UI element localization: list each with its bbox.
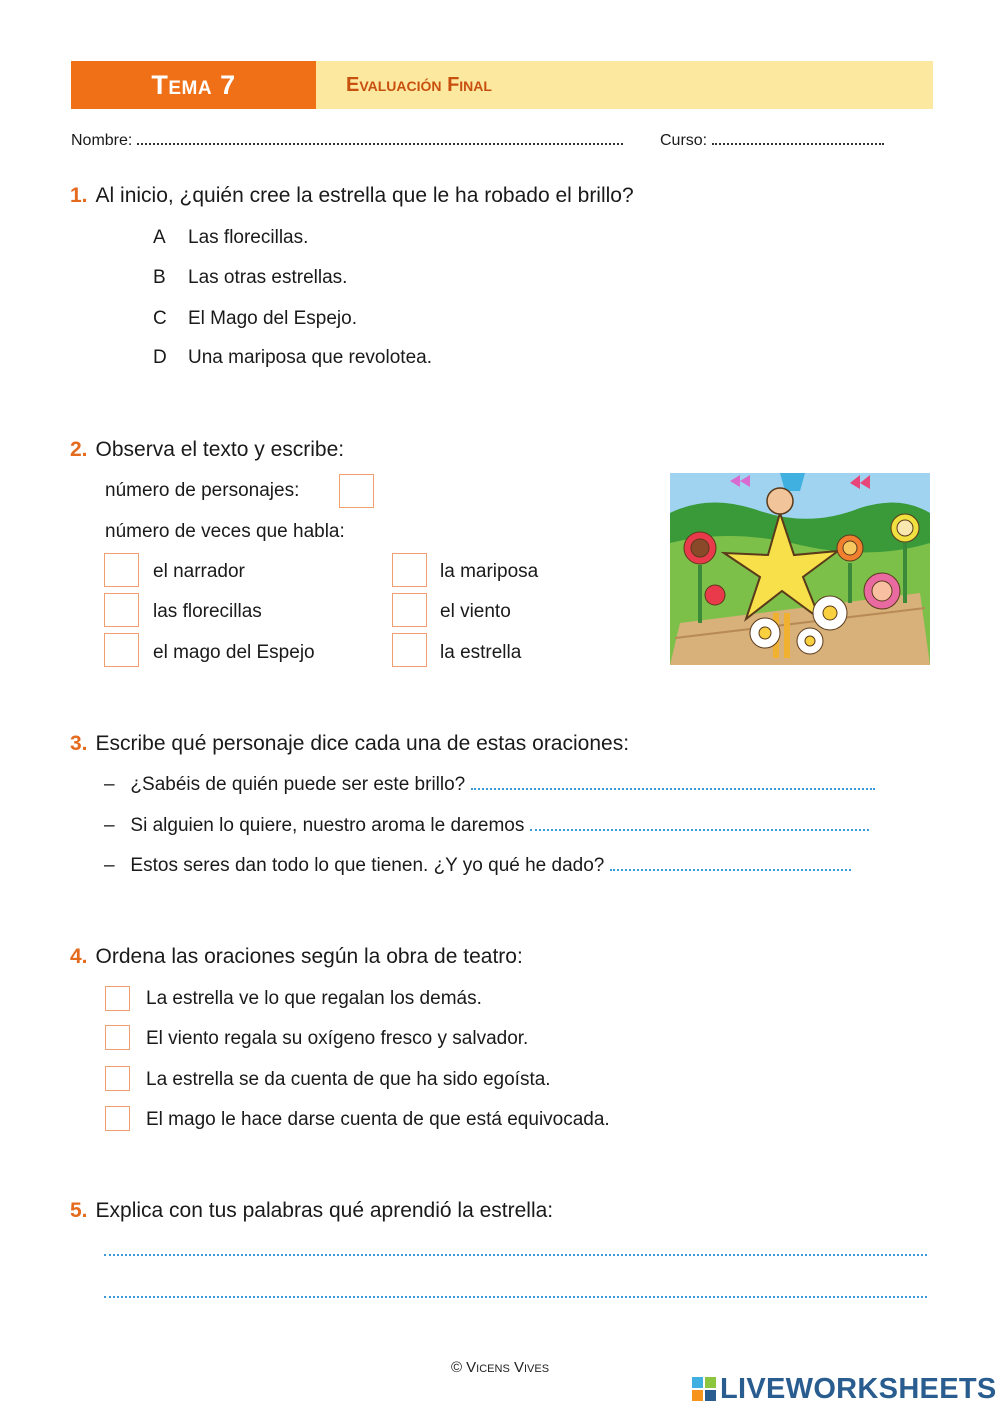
nombre-label: Nombre:	[71, 132, 133, 149]
curso-dots[interactable]	[712, 131, 884, 145]
option-text: El Mago del Espejo.	[188, 308, 357, 329]
dash: –	[104, 774, 115, 795]
liveworksheets-wordmark: LIVEWORKSHEETS	[720, 1372, 997, 1405]
question-text: Observa el texto y escribe:	[95, 438, 345, 461]
copyright: © Vicens Vives	[450, 1359, 550, 1376]
option-letter: B	[153, 267, 166, 288]
viento-input[interactable]	[392, 593, 427, 627]
option-text: Una mariposa que revolotea.	[188, 347, 432, 368]
header-banner	[71, 61, 933, 109]
q1-option-a[interactable]	[153, 227, 308, 249]
question-1	[70, 184, 634, 208]
veces-label: número de veces que habla:	[105, 521, 345, 542]
question-text: Escribe qué personaje dice cada una de estas oraciones:	[95, 732, 630, 755]
question-2	[70, 438, 344, 462]
question-number: 5.	[70, 1199, 88, 1222]
sentence-text: Estos seres dan todo lo que tienen. ¿Y yo qué he dado?	[130, 855, 605, 876]
q1-option-c[interactable]	[153, 308, 357, 330]
option-letter: C	[153, 308, 167, 329]
evaluation-title: Evaluación Final	[346, 74, 492, 96]
mariposa-input[interactable]	[392, 553, 427, 587]
mago-label: el mago del Espejo	[153, 642, 315, 663]
florecillas-label: las florecillas	[153, 601, 262, 622]
question-3	[70, 732, 629, 756]
dash: –	[104, 815, 115, 836]
dash: –	[104, 855, 115, 876]
order-item-2: El viento regala su oxígeno fresco y salvador.	[146, 1028, 529, 1049]
liveworksheets-logo-icon	[692, 1377, 716, 1401]
q3-sentence-2	[104, 815, 869, 837]
nombre-field	[71, 131, 623, 150]
question-number: 2.	[70, 438, 88, 461]
answer-dots[interactable]	[530, 815, 869, 831]
order-input-4[interactable]	[105, 1106, 130, 1131]
question-text: Ordena las oraciones según la obra de teatro:	[95, 945, 523, 968]
personajes-input[interactable]	[339, 474, 374, 508]
option-text: Las otras estrellas.	[188, 267, 348, 288]
answer-dots[interactable]	[610, 855, 851, 871]
q1-option-b[interactable]	[153, 267, 347, 289]
order-input-1[interactable]	[105, 986, 130, 1011]
estrella-label: la estrella	[440, 642, 522, 663]
curso-field	[660, 131, 884, 150]
q3-sentence-3	[104, 855, 851, 877]
answer-line-1[interactable]	[104, 1254, 927, 1256]
question-number: 3.	[70, 732, 88, 755]
florecillas-input[interactable]	[104, 593, 139, 627]
narrador-input[interactable]	[104, 553, 139, 587]
option-letter: D	[153, 347, 167, 368]
order-input-2[interactable]	[105, 1025, 130, 1050]
question-number: 4.	[70, 945, 88, 968]
nombre-dots[interactable]	[137, 131, 623, 145]
sentence-text: ¿Sabéis de quién puede ser este brillo?	[130, 774, 466, 795]
curso-label: Curso:	[660, 132, 708, 149]
mago-input[interactable]	[104, 633, 139, 667]
question-text: Explica con tus palabras qué aprendió la estrella:	[95, 1199, 554, 1222]
order-item-4: El mago le hace darse cuenta de que está equivocada.	[146, 1109, 610, 1130]
personajes-label: número de personajes:	[105, 480, 300, 501]
question-text: Al inicio, ¿quién cree la estrella que le ha robado el brillo?	[95, 184, 634, 207]
order-item-1: La estrella ve lo que regalan los demás.	[146, 988, 482, 1009]
question-4	[70, 945, 523, 969]
answer-line-2[interactable]	[104, 1296, 927, 1298]
tema-title: Tema 7	[71, 61, 316, 109]
option-letter: A	[153, 227, 166, 248]
question-5	[70, 1199, 553, 1223]
question-number: 1.	[70, 184, 88, 207]
liveworksheets-brand	[692, 1372, 997, 1406]
order-input-3[interactable]	[105, 1066, 130, 1091]
answer-dots[interactable]	[471, 774, 875, 790]
viento-label: el viento	[440, 601, 511, 622]
order-item-3: La estrella se da cuenta de que ha sido egoísta.	[146, 1069, 551, 1090]
option-text: Las florecillas.	[188, 227, 309, 248]
mariposa-label: la mariposa	[440, 561, 539, 582]
narrador-label: el narrador	[153, 561, 245, 582]
sentence-text: Si alguien lo quiere, nuestro aroma le daremos	[130, 815, 525, 836]
estrella-input[interactable]	[392, 633, 427, 667]
q3-sentence-1	[104, 774, 875, 796]
star-flowers-illustration	[670, 473, 930, 665]
q1-option-d[interactable]	[153, 347, 432, 369]
